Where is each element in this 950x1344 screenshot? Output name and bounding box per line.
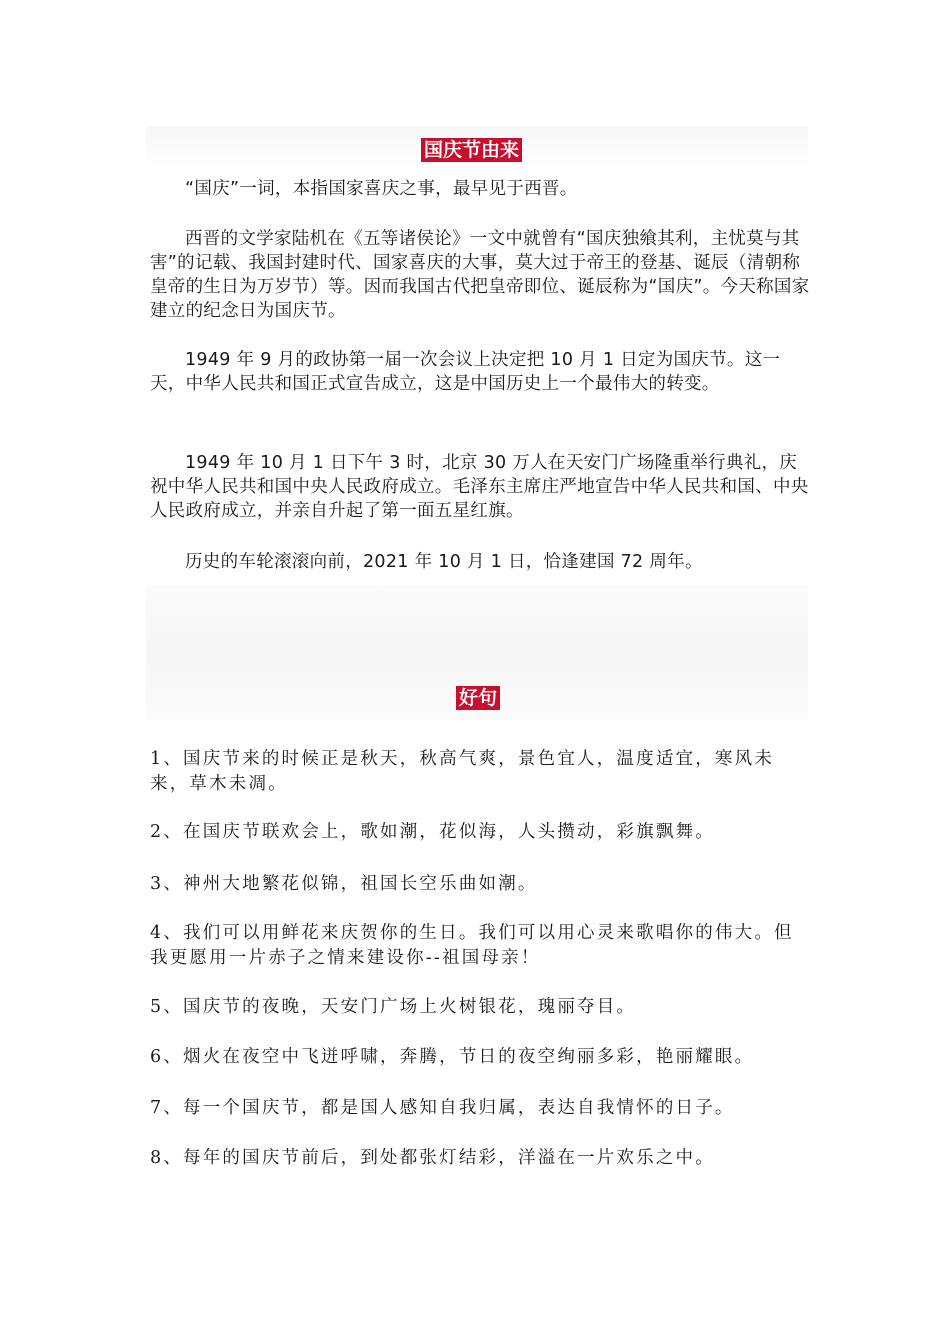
origin-paragraph: 历史的车轮滚滚向前，2021 年 10 月 1 日，恰逢建国 72 周年。 (185, 552, 703, 572)
sentence-item: 7、每一个国庆节，都是国人感知自我归属，表达自我情怀的日子。 (150, 1098, 735, 1118)
sentence-item: 4、我们可以用鲜花来庆贺你的生日。我们可以用心灵来歌唱你的伟大。但我更愿用一片赤子之情来建设你--祖国母亲！ (150, 923, 794, 968)
sentence-item: 6、烟火在夜空中飞迸呼啸，奔腾，节日的夜空绚丽多彩，艳丽耀眼。 (150, 1047, 755, 1067)
origin-paragraph: “国庆”一词，本指国家喜庆之事，最早见于西晋。 (185, 179, 578, 199)
origin-paragraph: 1949 年 10 月 1 日下午 3 时，北京 30 万人在天安门广场隆重举行典礼，庆祝中华人民共和国中央人民政府成立。毛泽东主席庄严地宣告中华人民共和国、中央人民政府成立，并亲自升起了第一面五星红旗。 (150, 453, 809, 521)
origin-paragraph: 西晋的文学家陆机在《五等诸侯论》一文中就曾有“国庆独飨其利，主忧莫与其害”的记载、我国封建时代、国家喜庆的大事，莫大过于帝王的登基、诞辰（清朝称皇帝的生日为万岁节）等。因而我国古代把皇帝即位、诞辰称为“国庆”。今天称国家建立的纪念日为国庆节。 (150, 229, 810, 321)
origin-paragraph: 1949 年 9 月的政协第一届一次会议上决定把 10 月 1 日定为国庆节。这一天，中华人民共和国正式宣告成立，这是中国历史上一个最伟大的转变。 (150, 350, 781, 394)
sentence-item: 8、每年的国庆节前后，到处都张灯结彩，洋溢在一片欢乐之中。 (150, 1148, 715, 1168)
sentences-section-title: 好句 (456, 686, 500, 710)
origin-section-title: 国庆节由来 (421, 138, 522, 162)
sentence-item: 1、国庆节来的时候正是秋天，秋高气爽，景色宜人，温度适宜，寒风未来，草木未凋。 (150, 749, 775, 794)
sentence-item: 2、在国庆节联欢会上，歌如潮，花似海，人头攒动，彩旗飘舞。 (150, 822, 715, 842)
sentence-item: 3、神州大地繁花似锦，祖国长空乐曲如潮。 (150, 874, 538, 894)
sentence-item: 5、国庆节的夜晚，天安门广场上火树银花，瑰丽夺目。 (150, 997, 637, 1017)
